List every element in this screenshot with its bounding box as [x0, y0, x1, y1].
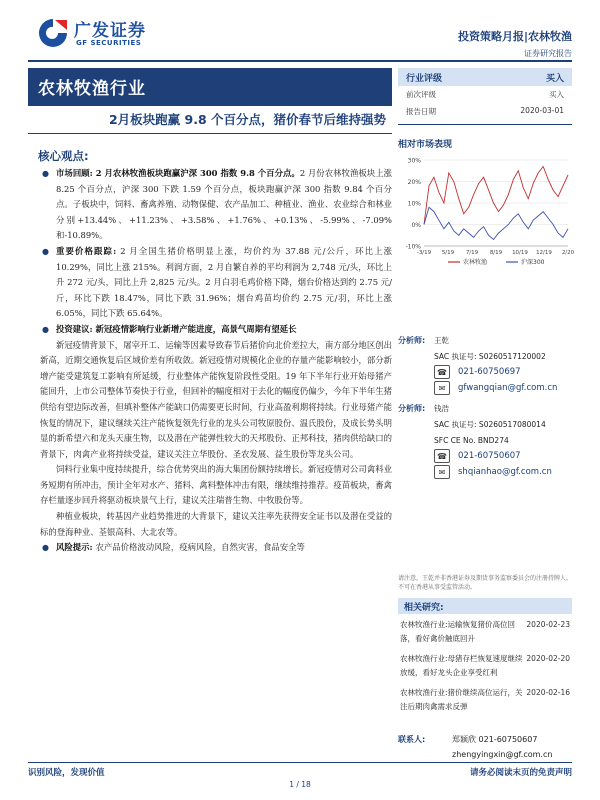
bullet-bold: 风险提示:	[56, 542, 96, 553]
email-icon: ✉	[434, 381, 450, 395]
header-divider	[28, 60, 572, 62]
chart-y-tick: 30%	[407, 157, 421, 165]
footer-slogan: 识别风险，发现价值	[28, 768, 105, 778]
phone-icon: ☎	[434, 449, 450, 463]
core-viewpoint-label: 核心观点:	[38, 149, 89, 163]
chart-y-tick: -10%	[405, 243, 421, 251]
bullet-icon: ●	[42, 246, 49, 256]
chart-x-tick: 7/19	[465, 250, 479, 256]
chart-x-tick: 8/19	[489, 250, 503, 256]
page-number: 1 / 18	[289, 780, 311, 789]
subtitle-divider	[28, 133, 392, 134]
chart-x-tick: 5/19	[441, 250, 455, 256]
analyst-label: 分析师:	[398, 403, 426, 413]
contact-name: 郑颖欣 021-60750607	[452, 735, 538, 744]
related-item-date: 2020-02-16	[526, 688, 570, 697]
chart-y-tick: 0%	[411, 222, 421, 229]
rating-row-value: 买入	[549, 90, 564, 99]
analyst-email-row	[398, 380, 572, 396]
brand-logo	[36, 16, 166, 50]
analyst-label: 分析师:	[398, 335, 426, 345]
contact-row	[398, 732, 572, 747]
related-item-date: 2020-02-20	[526, 654, 570, 663]
bullet-bold: 投资建议: 新冠疫情影响行业新增产能进度，高景气周期有望延长	[56, 323, 297, 334]
rating-label: 行业评级	[406, 73, 443, 84]
department: 证券研究报告	[524, 49, 572, 58]
bullet-text: 农产品价格波动风险，疫病风险，自然灾害，食品安全等	[95, 542, 305, 553]
bullet-text: 2 月份农林牧渔板块上涨 8.25 个百分点，沪深 300 下跌 1.59 个百分点，板块跑赢沪深 300 指数 9.84 个百分点。子板块中，饲料、畜禽养殖、动物保健、农产品加工、种植业、渔业、农业综合和林业分别+13.44%、+11.23%、+3.58%、+1.76%、+0.13%、-5.99%、-7.09%和-10.89%。	[56, 168, 392, 241]
brand-name-en: GF SECURITIES	[76, 39, 142, 47]
report-type: 投资策略月报|农林牧渔	[457, 30, 572, 43]
analyst-phone-row	[398, 448, 572, 464]
analyst-phone: 021-60750607	[458, 451, 521, 461]
related-item-title: 农林牧渔行业:母猪存栏恢复速度继续放缓，看好龙头企业享受红利	[400, 654, 523, 677]
email-icon: ✉	[434, 465, 450, 479]
report-subtitle: 2月板块跑赢 9.8 个百分点，猪价春节后维持强势	[108, 112, 386, 127]
main-content	[40, 166, 392, 556]
related-item-date: 2020-02-23	[526, 620, 570, 629]
bullet-bold: 市场回顾: 2 月农林牧渔板块跑赢沪深 300 指数 9.8 个百分点。	[56, 168, 300, 178]
bullet-text: 2 月全国生猪价格明显上涨，均价约为 37.88 元/公斤，环比上涨 10.29%，同比上涨 215%。利润方面，2 月自繁自养的平均利润为 2,748 元/头，环比上升 272 元/头，同比上升 2,825 元/头。2 月白羽毛鸡价格下降，烟台价格达到约 2.75 元/斤，环比下跌 18.47%，同比下跌 31.96%；烟台鸡苗均价约 2.75 元/羽，环比上涨 6.05%，同比下跌 65.64%。	[56, 245, 392, 319]
rating-row	[398, 86, 572, 103]
footer-disclaimer: 请务必阅读末页的免责声明	[469, 768, 572, 778]
bullet-icon: ●	[42, 543, 49, 553]
rating-header	[398, 68, 572, 86]
chart-legend-label: 农林牧渔	[463, 259, 488, 266]
paragraph: 饲料行业集中度持续提升，综合优势突出的海大集团份额持续增长。新冠疫情对公司禽料业务短期有所冲击，预计全年对水产、猪料、禽料整体冲击有限，继续维持推荐。疫苗板块，畜禽存栏量逐步回升将驱动板块景气上行，建议关注瑞普生物、中牧股份等。	[40, 464, 392, 506]
analyst-disclaimer: 请注意，王乾并非香港证券及期货事务监察委员会的注册持牌人，不可在香港从事受监管活动。	[398, 575, 573, 591]
bullet-price-tracking	[40, 244, 392, 322]
paragraph: 种植业板块，转基因产业趋势推进的大背景下，建议关注率先获得安全证书以及潜在受益的标的登海种业、荃银高科、大北农等。	[40, 511, 392, 537]
rating-row-label: 前次评级	[406, 90, 436, 99]
bullet-icon: ●	[42, 324, 49, 334]
gf-logo-icon	[36, 16, 70, 50]
analyst-sac-row	[398, 348, 572, 364]
paragraph: 新冠疫情背景下，屠宰开工、运输等因素导致春节后猪价向北价差拉大，南方部分地区创出新高，近期交通恢复后区域价差有所收敛。新冠疫情对规模化企业的存量产能影响较小，部分新增产能受建筑复工影响有所延缓，行业整体产能恢复阶段性受阻。19 年下半年行业开始母猪产能回升，上市公司整体节奏快于行业，但回补的幅度相对于去化的幅度仍偏少，今年下半年生猪供给有望边际改善，但填补整体产能缺口仍需要更长时间，行业高盈利期将持续。行业母猪产能恢复的情况下，建议继续关注产能恢复领先行业的龙头公司牧原股份、温氏股份，及成长势头明显的新希望六和龙头天康生物，以及潜在产能弹性较大的天邦股份、正邦科技，猪肉供给缺口的背景下，肉禽产业将持续受益，建议关注立华股份、圣农发展、益生股份等龙头公司。	[40, 339, 392, 459]
rating-value: 买入	[545, 73, 564, 84]
bullet-icon: ●	[42, 169, 49, 178]
chart-svg	[398, 154, 575, 272]
related-item[interactable]	[398, 614, 572, 648]
chart-y-tick: 20%	[407, 179, 421, 186]
analyst-sac: SAC 执证号: S0260517080014	[434, 419, 546, 429]
chart-x-tick: 2/20	[561, 250, 575, 256]
related-item-title: 农林牧渔行业:猪价继续高位运行，关注后期肉禽需求反弹	[400, 688, 523, 711]
chart-legend-label: 沪深300	[521, 259, 545, 266]
chart-x-tick: -3/19	[416, 250, 432, 256]
analyst-sfc-row	[398, 432, 572, 448]
analyst-block	[398, 332, 572, 480]
phone-icon: ☎	[434, 365, 450, 379]
rating-row	[398, 103, 572, 120]
contact-email[interactable]: zhengyingxin@gf.com.cn	[452, 750, 553, 759]
analyst-email[interactable]: gfwangqian@gf.com.cn	[458, 383, 558, 393]
contact-block	[398, 732, 572, 762]
report-title: 农林牧渔行业	[28, 68, 392, 106]
analyst-name-row	[398, 332, 572, 348]
chart-x-tick: 10/19	[512, 250, 528, 256]
bullet-risk	[40, 540, 392, 556]
analyst-phone: 021-60750697	[458, 367, 521, 377]
analyst-name-row	[398, 400, 572, 416]
analyst-sfc: SFC CE No. BND274	[434, 435, 509, 445]
rating-row-label: 报告日期	[406, 107, 436, 116]
analyst-name: 钱浩	[434, 403, 449, 413]
analyst-email[interactable]: shqianhao@gf.com.cn	[458, 467, 552, 477]
analyst-sac-row	[398, 416, 572, 432]
contact-label: 联系人:	[398, 735, 426, 744]
related-item-title: 农林牧渔行业:运输恢复猪价高位回落，看好禽价触底回升	[400, 620, 516, 643]
related-research	[398, 598, 572, 716]
analyst-email-row	[398, 464, 572, 480]
bullet-investment-advice	[40, 322, 392, 338]
analyst-name: 王乾	[434, 335, 449, 345]
footer-divider	[28, 762, 572, 763]
chart-series-line	[424, 207, 568, 239]
analyst-phone-row	[398, 364, 572, 380]
related-item[interactable]	[398, 648, 572, 682]
sidebar	[398, 68, 575, 272]
bullet-bold: 重要价格跟踪:	[56, 245, 121, 256]
analyst-sac: SAC 执证号: S0260517120002	[434, 351, 546, 361]
contact-row	[398, 747, 572, 762]
chart-title: 相对市场表现	[398, 140, 453, 150]
relative-performance-chart	[398, 154, 575, 272]
brand-name-cn: 广发证券	[74, 21, 146, 41]
rating-row-value: 2020-03-01	[520, 106, 564, 115]
chart-x-tick: 12/19	[536, 250, 552, 256]
related-item[interactable]	[398, 682, 572, 716]
chart-y-tick: 10%	[407, 200, 421, 208]
related-label: 相关研究:	[398, 598, 572, 614]
bullet-market-review	[40, 166, 392, 244]
